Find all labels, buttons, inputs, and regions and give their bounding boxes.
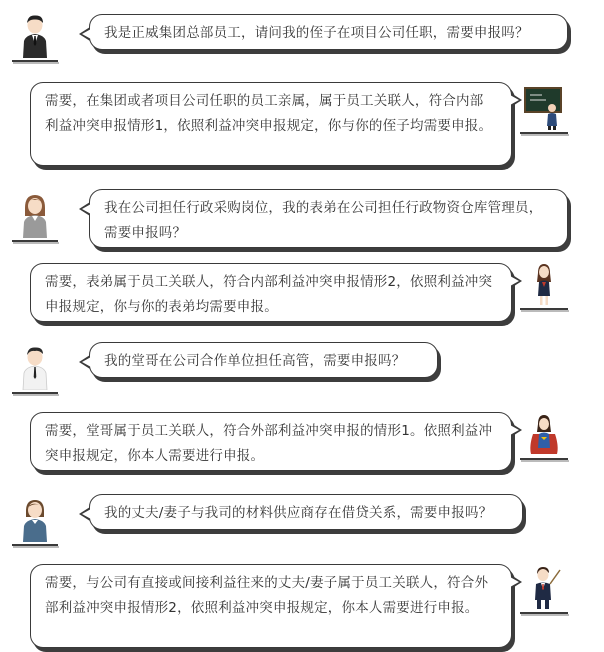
message-bubble-1 (89, 14, 568, 50)
message-text: 我的堂哥在公司合作单位担任高管，需要申报吗？ (104, 353, 406, 369)
message-bubble-7 (89, 494, 523, 530)
message-text: 我的丈夫/妻子与我司的材料供应商存在借贷关系，需要申报吗？ (104, 505, 493, 521)
avatar-employee-female-2 (12, 498, 58, 546)
avatar-teacher (520, 86, 568, 134)
presenter-man-icon (526, 566, 562, 610)
message-bubble-4 (30, 263, 512, 322)
message-text: 我是正威集团总部员工，请问我的侄子在项目公司任职，需要申报吗？ (104, 25, 529, 41)
avatar-business-woman (520, 262, 568, 310)
avatar-employee-female (12, 194, 58, 242)
message-bubble-3 (89, 189, 568, 248)
avatar-superhero-woman (520, 412, 568, 460)
man-employee-icon (20, 346, 50, 390)
message-text: 我在公司担任行政采购岗位，我的表弟在公司担任行政物资仓库管理员，需要申报吗？ (104, 200, 543, 241)
teacher-blackboard-icon (524, 86, 564, 130)
man-in-suit-icon (20, 14, 50, 58)
business-woman-icon (529, 262, 559, 306)
message-text: 需要，表弟属于员工关联人，符合内部利益冲突申报情形2，依照利益冲突申报规定，你与你的表弟均需要申报。 (45, 274, 493, 315)
woman-employee-icon (20, 498, 50, 542)
avatar-employee-male (12, 14, 58, 62)
avatar-presenter-man (520, 566, 568, 614)
message-bubble-6 (30, 412, 512, 471)
message-bubble-2 (30, 82, 512, 166)
superhero-woman-icon (527, 412, 561, 456)
message-text: 需要，与公司有直接或间接利益往来的丈夫/妻子属于员工关联人，符合外部利益冲突申报情形2，依照利益冲突申报规定，你本人需要进行申报。 (45, 575, 489, 616)
message-bubble-5 (89, 342, 438, 378)
message-text: 需要，在集团或者项目公司任职的员工亲属，属于员工关联人，符合内部利益冲突申报情形1，依照利益冲突申报规定，你与你的侄子均需要申报。 (45, 93, 493, 134)
woman-employee-icon (20, 194, 50, 238)
message-text: 需要，堂哥属于员工关联人，符合外部利益冲突申报的情形1。依照利益冲突申报规定，你本人需要进行申报。 (45, 423, 493, 464)
avatar-employee-male-2 (12, 346, 58, 394)
message-bubble-8 (30, 564, 512, 648)
